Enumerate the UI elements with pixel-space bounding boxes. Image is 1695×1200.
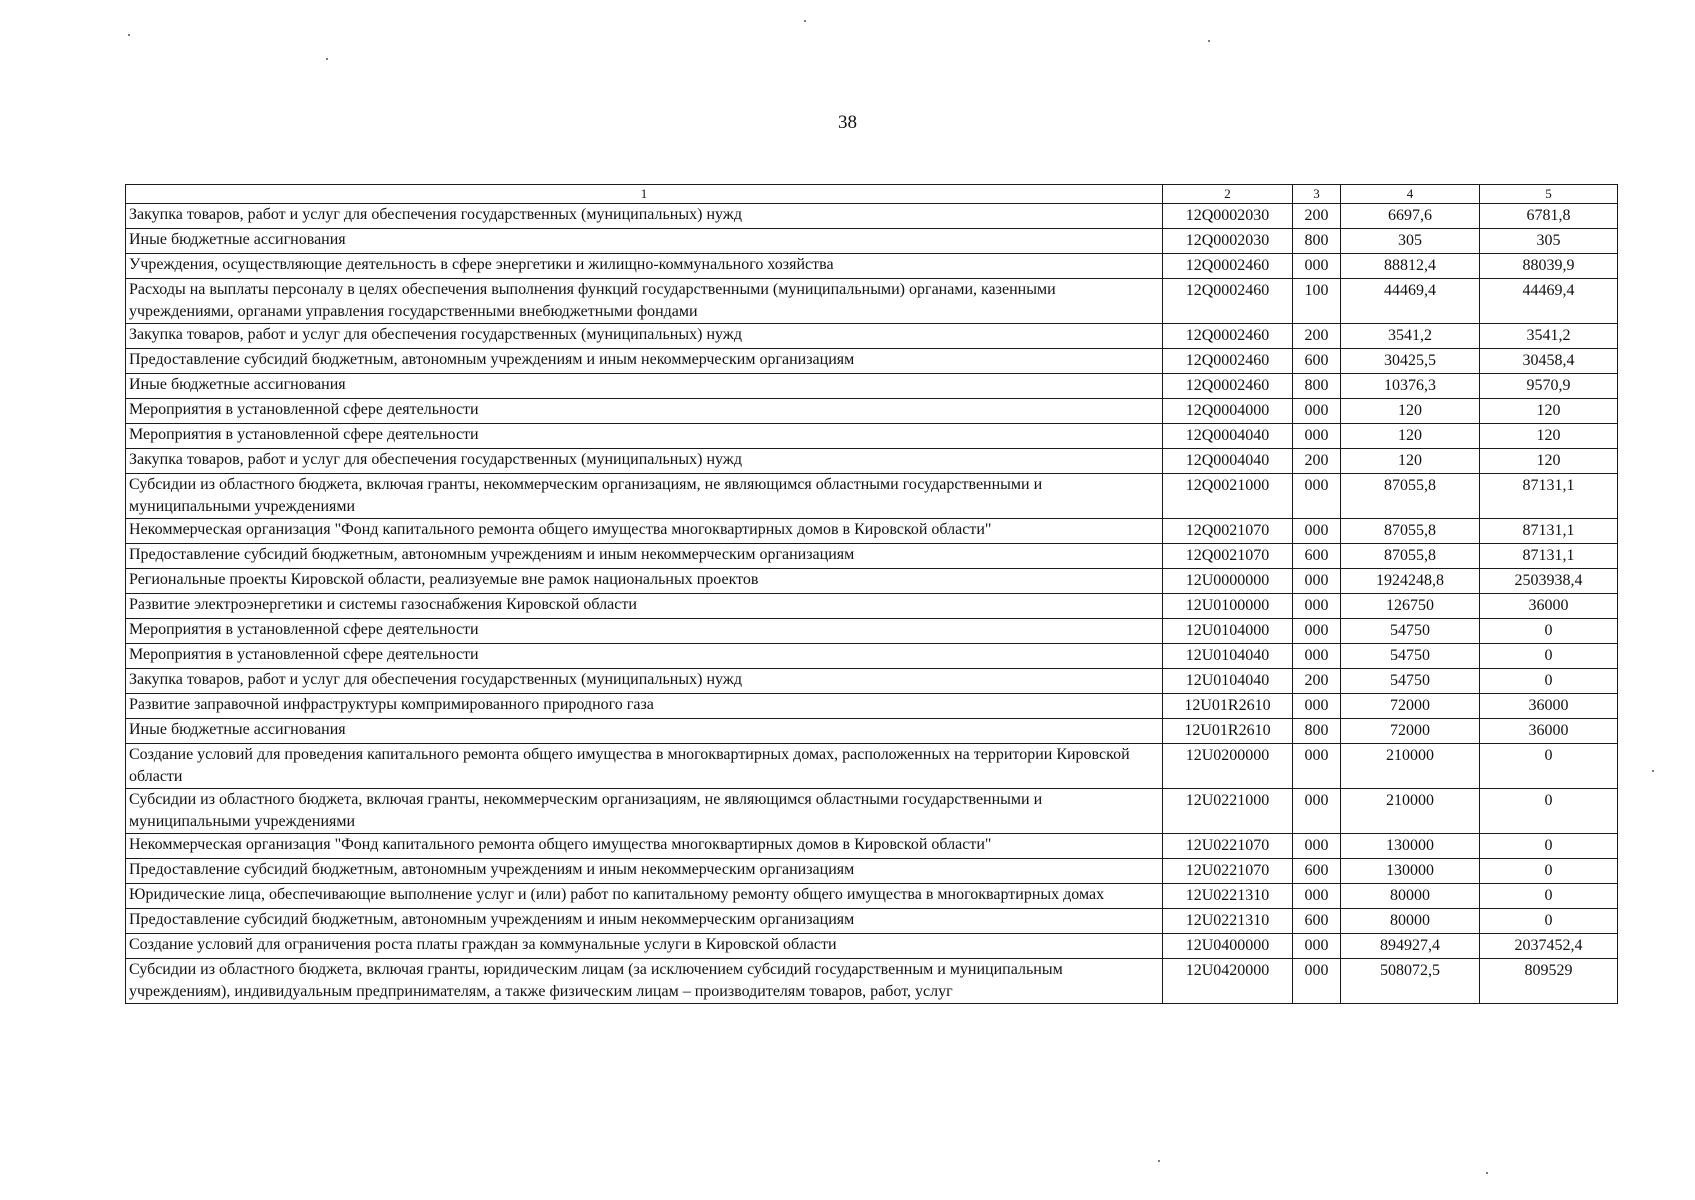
row-name-cell: Развитие электроэнергетики и системы газоснабжения Кировской области — [126, 594, 1163, 619]
row-code-cell: 12U0221310 — [1163, 909, 1293, 934]
row-name-cell: Мероприятия в установленной сфере деятельности — [126, 424, 1163, 449]
row-value-2-cell: 44469,4 — [1480, 279, 1618, 324]
row-code-cell: 12U0221000 — [1163, 789, 1293, 834]
row-type-cell: 000 — [1293, 619, 1341, 644]
table-row — [126, 594, 1618, 619]
row-type-cell: 000 — [1293, 474, 1341, 519]
row-name-cell: Мероприятия в установленной сфере деятельности — [126, 644, 1163, 669]
row-value-1-cell: 305 — [1341, 229, 1480, 254]
row-type-cell: 200 — [1293, 324, 1341, 349]
row-code-cell: 12U0104000 — [1163, 619, 1293, 644]
row-name-cell: Иные бюджетные ассигнования — [126, 229, 1163, 254]
page-number: 38 — [838, 112, 857, 133]
column-header-5: 5 — [1480, 185, 1618, 204]
row-value-2-cell: 2503938,4 — [1480, 569, 1618, 594]
column-header-2: 2 — [1163, 185, 1293, 204]
table-row — [126, 449, 1618, 474]
row-name-cell: Мероприятия в установленной сфере деятельности — [126, 399, 1163, 424]
row-code-cell: 12Q0002460 — [1163, 279, 1293, 324]
row-value-1-cell: 30425,5 — [1341, 349, 1480, 374]
table-row — [126, 619, 1618, 644]
row-value-2-cell: 0 — [1480, 789, 1618, 834]
row-value-1-cell: 44469,4 — [1341, 279, 1480, 324]
table-row — [126, 959, 1618, 1004]
row-name-cell: Создание условий для проведения капитального ремонта общего имущества в многоквартирных домах, расположенных на территории Кировской области — [126, 744, 1163, 789]
row-value-1-cell: 210000 — [1341, 789, 1480, 834]
row-name-cell: Юридические лица, обеспечивающие выполнение услуг и (или) работ по капитальному ремонту общего имущества в многоквартирных домах — [126, 884, 1163, 909]
row-value-2-cell: 0 — [1480, 909, 1618, 934]
row-name-cell: Закупка товаров, работ и услуг для обеспечения государственных (муниципальных) нужд — [126, 449, 1163, 474]
row-value-1-cell: 87055,8 — [1341, 544, 1480, 569]
row-value-1-cell: 54750 — [1341, 669, 1480, 694]
row-value-2-cell: 6781,8 — [1480, 204, 1618, 229]
row-value-2-cell: 30458,4 — [1480, 349, 1618, 374]
row-type-cell: 800 — [1293, 229, 1341, 254]
row-type-cell: 000 — [1293, 594, 1341, 619]
table-row — [126, 374, 1618, 399]
row-type-cell: 000 — [1293, 644, 1341, 669]
row-code-cell: 12U01R2610 — [1163, 694, 1293, 719]
row-value-2-cell: 3541,2 — [1480, 324, 1618, 349]
row-code-cell: 12U0221070 — [1163, 859, 1293, 884]
row-value-1-cell: 508072,5 — [1341, 959, 1480, 1004]
row-name-cell: Развитие заправочной инфраструктуры компримированного природного газа — [126, 694, 1163, 719]
row-name-cell: Предоставление субсидий бюджетным, автономным учреждениям и иным некоммерческим организациям — [126, 859, 1163, 884]
row-type-cell: 000 — [1293, 424, 1341, 449]
row-type-cell: 600 — [1293, 859, 1341, 884]
row-name-cell: Расходы на выплаты персоналу в целях обеспечения выполнения функций государственными (муниципальными) органами, казенными учреждениями, органами управления государственными внебюджетными фондами — [126, 279, 1163, 324]
row-value-1-cell: 126750 — [1341, 594, 1480, 619]
row-code-cell: 12Q0002030 — [1163, 204, 1293, 229]
scan-speck — [1486, 1172, 1488, 1174]
table-row — [126, 834, 1618, 859]
row-type-cell: 000 — [1293, 834, 1341, 859]
row-value-2-cell: 809529 — [1480, 959, 1618, 1004]
row-name-cell: Субсидии из областного бюджета, включая гранты, некоммерческим организациям, не являющимся областными государственными и муниципальными учреждениями — [126, 474, 1163, 519]
row-code-cell: 12U0000000 — [1163, 569, 1293, 594]
row-type-cell: 800 — [1293, 374, 1341, 399]
row-type-cell: 000 — [1293, 884, 1341, 909]
row-value-1-cell: 72000 — [1341, 719, 1480, 744]
row-code-cell: 12U0104040 — [1163, 644, 1293, 669]
row-name-cell: Иные бюджетные ассигнования — [126, 374, 1163, 399]
table-row — [126, 324, 1618, 349]
row-name-cell: Закупка товаров, работ и услуг для обеспечения государственных (муниципальных) нужд — [126, 324, 1163, 349]
row-type-cell: 000 — [1293, 744, 1341, 789]
row-value-2-cell: 0 — [1480, 619, 1618, 644]
row-name-cell: Мероприятия в установленной сфере деятельности — [126, 619, 1163, 644]
table-row — [126, 349, 1618, 374]
row-value-1-cell: 88812,4 — [1341, 254, 1480, 279]
row-type-cell: 200 — [1293, 669, 1341, 694]
row-code-cell: 12Q0002460 — [1163, 324, 1293, 349]
table-row — [126, 789, 1618, 834]
row-value-2-cell: 87131,1 — [1480, 519, 1618, 544]
row-value-1-cell: 130000 — [1341, 859, 1480, 884]
row-value-1-cell: 120 — [1341, 424, 1480, 449]
row-name-cell: Некоммерческая организация "Фонд капитального ремонта общего имущества многоквартирных домов в Кировской области" — [126, 519, 1163, 544]
table-row — [126, 569, 1618, 594]
row-code-cell: 12Q0004000 — [1163, 399, 1293, 424]
table-row — [126, 519, 1618, 544]
row-value-1-cell: 80000 — [1341, 884, 1480, 909]
budget-table — [125, 184, 1618, 1004]
table-row — [126, 859, 1618, 884]
row-name-cell: Субсидии из областного бюджета, включая гранты, юридическим лицам (за исключением субсидий государственным и муниципальным учреждениям), индивидуальным предпринимателям, а также физическим лицам – производителям товаров, работ, услуг — [126, 959, 1163, 1004]
row-value-2-cell: 0 — [1480, 644, 1618, 669]
row-name-cell: Региональные проекты Кировской области, реализуемые вне рамок национальных проектов — [126, 569, 1163, 594]
row-code-cell: 12Q0002460 — [1163, 254, 1293, 279]
table-row — [126, 254, 1618, 279]
row-value-2-cell: 120 — [1480, 399, 1618, 424]
row-value-2-cell: 120 — [1480, 449, 1618, 474]
row-type-cell: 200 — [1293, 449, 1341, 474]
row-code-cell: 12Q0004040 — [1163, 449, 1293, 474]
row-value-1-cell: 87055,8 — [1341, 519, 1480, 544]
row-code-cell: 12U0400000 — [1163, 934, 1293, 959]
row-code-cell: 12Q0021070 — [1163, 519, 1293, 544]
table-row — [126, 669, 1618, 694]
table-row — [126, 694, 1618, 719]
row-code-cell: 12U0420000 — [1163, 959, 1293, 1004]
table-row — [126, 644, 1618, 669]
row-code-cell: 12Q0021070 — [1163, 544, 1293, 569]
column-header-3: 3 — [1293, 185, 1341, 204]
table-row — [126, 884, 1618, 909]
row-type-cell: 200 — [1293, 204, 1341, 229]
row-type-cell: 000 — [1293, 959, 1341, 1004]
row-code-cell: 12U0200000 — [1163, 744, 1293, 789]
row-code-cell: 12Q0002030 — [1163, 229, 1293, 254]
row-name-cell: Создание условий для ограничения роста платы граждан за коммунальные услуги в Кировской области — [126, 934, 1163, 959]
column-number-header-row — [126, 185, 1618, 204]
row-type-cell: 100 — [1293, 279, 1341, 324]
column-header-4: 4 — [1341, 185, 1480, 204]
row-name-cell: Учреждения, осуществляющие деятельность в сфере энергетики и жилищно-коммунального хозяйства — [126, 254, 1163, 279]
row-value-1-cell: 210000 — [1341, 744, 1480, 789]
row-name-cell: Закупка товаров, работ и услуг для обеспечения государственных (муниципальных) нужд — [126, 669, 1163, 694]
table-row — [126, 719, 1618, 744]
scan-speck — [1208, 40, 1210, 42]
table-row — [126, 909, 1618, 934]
row-value-2-cell: 0 — [1480, 884, 1618, 909]
row-code-cell: 12Q0021000 — [1163, 474, 1293, 519]
row-value-1-cell: 87055,8 — [1341, 474, 1480, 519]
table-row — [126, 474, 1618, 519]
table-row — [126, 229, 1618, 254]
row-value-1-cell: 130000 — [1341, 834, 1480, 859]
row-name-cell: Предоставление субсидий бюджетным, автономным учреждениям и иным некоммерческим организациям — [126, 909, 1163, 934]
column-header-1: 1 — [126, 185, 1163, 204]
scan-speck — [1652, 770, 1654, 772]
row-value-1-cell: 120 — [1341, 399, 1480, 424]
row-type-cell: 000 — [1293, 254, 1341, 279]
row-value-2-cell: 0 — [1480, 669, 1618, 694]
row-value-2-cell: 88039,9 — [1480, 254, 1618, 279]
row-type-cell: 000 — [1293, 934, 1341, 959]
row-type-cell: 000 — [1293, 519, 1341, 544]
row-value-2-cell: 0 — [1480, 859, 1618, 884]
row-value-2-cell: 36000 — [1480, 594, 1618, 619]
row-code-cell: 12Q0004040 — [1163, 424, 1293, 449]
row-type-cell: 000 — [1293, 694, 1341, 719]
row-value-2-cell: 305 — [1480, 229, 1618, 254]
row-value-1-cell: 3541,2 — [1341, 324, 1480, 349]
table-body — [126, 204, 1618, 1004]
scan-speck — [326, 58, 328, 60]
row-code-cell: 12U0100000 — [1163, 594, 1293, 619]
row-type-cell: 000 — [1293, 789, 1341, 834]
row-value-1-cell: 54750 — [1341, 644, 1480, 669]
scan-speck — [804, 20, 806, 22]
row-value-1-cell: 54750 — [1341, 619, 1480, 644]
row-code-cell: 12U0104040 — [1163, 669, 1293, 694]
row-value-2-cell: 36000 — [1480, 719, 1618, 744]
row-value-1-cell: 80000 — [1341, 909, 1480, 934]
row-code-cell: 12U01R2610 — [1163, 719, 1293, 744]
row-value-2-cell: 87131,1 — [1480, 544, 1618, 569]
row-value-2-cell: 0 — [1480, 744, 1618, 789]
row-value-1-cell: 120 — [1341, 449, 1480, 474]
row-code-cell: 12U0221070 — [1163, 834, 1293, 859]
row-type-cell: 600 — [1293, 909, 1341, 934]
row-code-cell: 12Q0002460 — [1163, 374, 1293, 399]
table-row — [126, 279, 1618, 324]
table-row — [126, 744, 1618, 789]
table-row — [126, 424, 1618, 449]
row-value-1-cell: 6697,6 — [1341, 204, 1480, 229]
row-type-cell: 600 — [1293, 544, 1341, 569]
row-name-cell: Закупка товаров, работ и услуг для обеспечения государственных (муниципальных) нужд — [126, 204, 1163, 229]
row-code-cell: 12U0221310 — [1163, 884, 1293, 909]
row-name-cell: Предоставление субсидий бюджетным, автономным учреждениям и иным некоммерческим организациям — [126, 544, 1163, 569]
row-value-2-cell: 120 — [1480, 424, 1618, 449]
row-code-cell: 12Q0002460 — [1163, 349, 1293, 374]
row-type-cell: 600 — [1293, 349, 1341, 374]
row-name-cell: Субсидии из областного бюджета, включая гранты, некоммерческим организациям, не являющимся областными государственными и муниципальными учреждениями — [126, 789, 1163, 834]
row-value-1-cell: 894927,4 — [1341, 934, 1480, 959]
row-value-2-cell: 9570,9 — [1480, 374, 1618, 399]
table-row — [126, 204, 1618, 229]
row-value-2-cell: 36000 — [1480, 694, 1618, 719]
row-value-1-cell: 1924248,8 — [1341, 569, 1480, 594]
row-type-cell: 000 — [1293, 399, 1341, 424]
table-row — [126, 544, 1618, 569]
row-value-2-cell: 2037452,4 — [1480, 934, 1618, 959]
row-name-cell: Иные бюджетные ассигнования — [126, 719, 1163, 744]
row-name-cell: Предоставление субсидий бюджетным, автономным учреждениям и иным некоммерческим организациям — [126, 349, 1163, 374]
scan-speck — [128, 34, 130, 36]
row-type-cell: 800 — [1293, 719, 1341, 744]
row-value-1-cell: 72000 — [1341, 694, 1480, 719]
table-row — [126, 399, 1618, 424]
row-value-2-cell: 0 — [1480, 834, 1618, 859]
scan-speck — [1158, 1160, 1160, 1162]
row-value-1-cell: 10376,3 — [1341, 374, 1480, 399]
row-value-2-cell: 87131,1 — [1480, 474, 1618, 519]
row-name-cell: Некоммерческая организация "Фонд капитального ремонта общего имущества многоквартирных домов в Кировской области" — [126, 834, 1163, 859]
row-type-cell: 000 — [1293, 569, 1341, 594]
table-row — [126, 934, 1618, 959]
